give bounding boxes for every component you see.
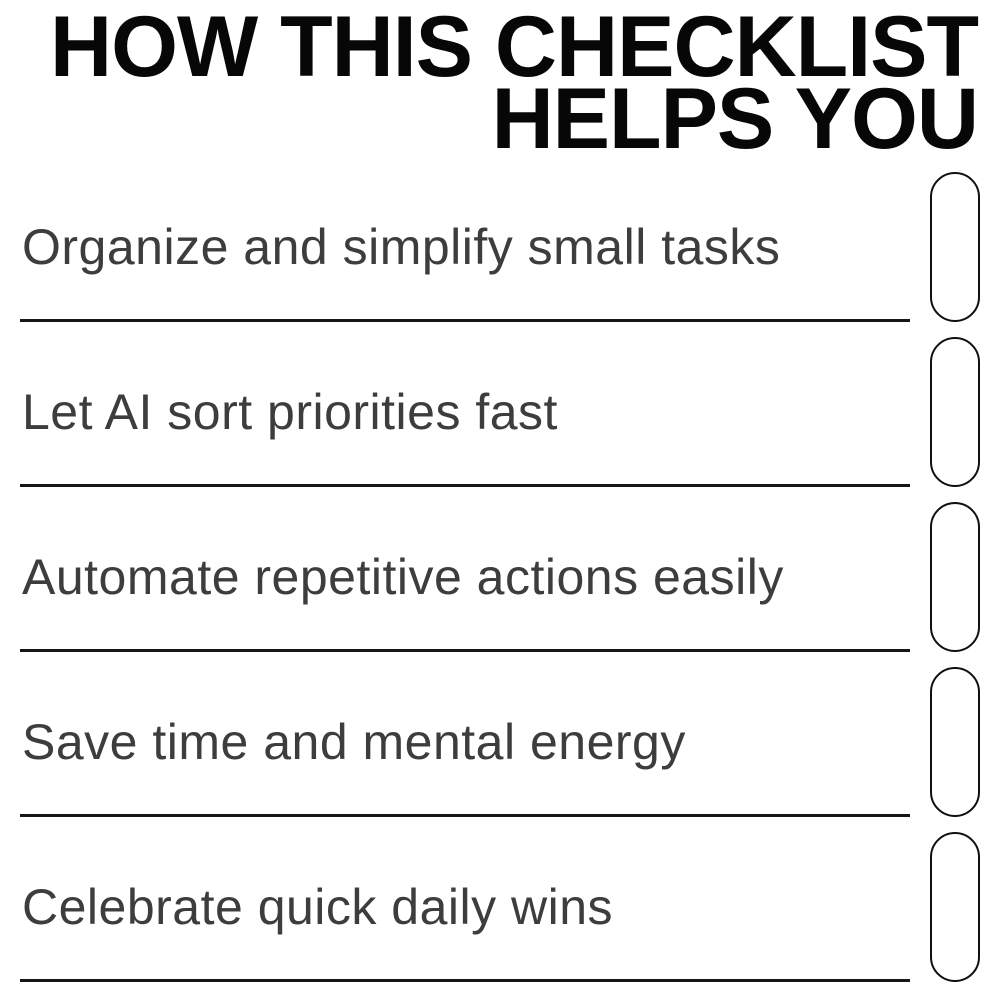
checklist-row (0, 652, 1000, 817)
checklist-row (0, 817, 1000, 982)
checklist-row (0, 487, 1000, 652)
row-divider-line (20, 979, 910, 982)
checkbox-pill[interactable] (930, 502, 980, 652)
page-title-line-2: HELPS YOU (491, 71, 978, 167)
checklist-row (0, 157, 1000, 322)
checklist-item-label: Let AI sort priorities fast (22, 384, 558, 440)
page-title (0, 0, 978, 167)
checklist-item-label: Save time and mental energy (22, 714, 686, 770)
checklist-item-label: Organize and simplify small tasks (22, 219, 781, 275)
checkbox-pill[interactable] (930, 172, 980, 322)
page-title-line-1: HOW THIS CHECKLIST (50, 0, 978, 95)
checklist-item-label: Automate repetitive actions easily (22, 549, 784, 605)
checklist-row (0, 322, 1000, 487)
checklist-item-label: Celebrate quick daily wins (22, 879, 614, 935)
checkbox-pill[interactable] (930, 337, 980, 487)
checkbox-pill[interactable] (930, 667, 980, 817)
checkbox-pill[interactable] (930, 832, 980, 982)
